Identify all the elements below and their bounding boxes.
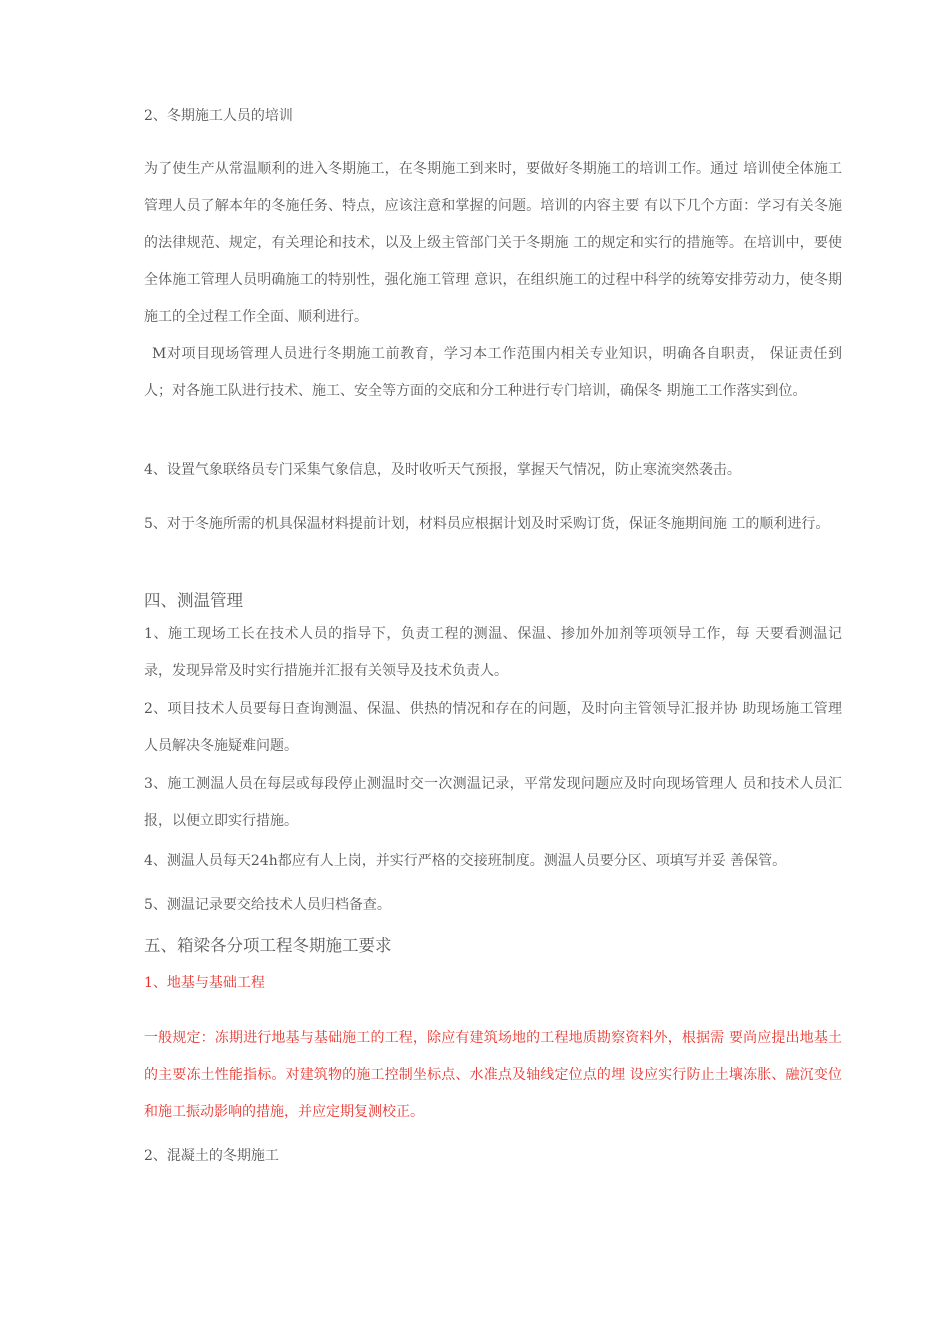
section-2-title: 2、冬期施工人员的培训 — [144, 108, 293, 124]
section-2-item-5: 5、对于冬施所需的机具保温材料提前计划，材料员应根据计划及时采购订货，保证冬施期间施 工的顺利进行。 — [144, 516, 830, 532]
section-4-item-1: 1、施工现场工长在技术人员的指导下，负责工程的测温、保温、掺加外加剂等项领导工作，每 天要看测温记录，发现异常及时实行措施并汇报有关领导及技术负责人。 — [144, 626, 842, 679]
section-4-item-4: 4、测温人员每天24h都应有人上岗，并实行严格的交接班制度。测温人员要分区、项填写并妥 善保管。 — [144, 853, 787, 869]
section-5-sub-1-title: 1、地基与基础工程 — [144, 975, 265, 991]
section-4-item-3: 3、施工测温人员在每层或每段停止测温时交一次测温记录，平常发现问题应及时向现场管理人 员和技术人员汇报，以便立即实行措施。 — [144, 776, 842, 829]
section-2-item-3: M对项目现场管理人员进行冬期施工前教育，学习本工作范围内相关专业知识，明确各自职责， 保证责任到人；对各施工队进行技术、施工、安全等方面的交底和分工种进行专门培训，确保冬 期施工工作落实到位。 — [144, 346, 842, 399]
section-5-sub-2-title: 2、混凝土的冬期施工 — [144, 1148, 279, 1164]
section-4-heading: 四、测温管理 — [144, 591, 243, 610]
section-5-general-paragraph: 一般规定：冻期进行地基与基础施工的工程，除应有建筑场地的工程地质勘察资料外，根据需 要尚应提出地基土的主要冻土性能指标。对建筑物的施工控制坐标点、水准点及轴线定位点的埋 设应实行防止土壤冻胀、融沉变位和施工振动影响的措施，并应定期复测校正。 — [144, 1030, 842, 1120]
section-2-item-4: 4、设置气象联络员专门采集气象信息，及时收听天气预报，掌握天气情况，防止寒流突然袭击。 — [144, 462, 741, 478]
section-4-item-5: 5、测温记录要交给技术人员归档备查。 — [144, 897, 391, 913]
section-4-item-2: 2、项目技术人员要每日查询测温、保温、供热的情况和存在的问题，及时向主管领导汇报并协 助现场施工管理人员解决冬施疑难问题。 — [144, 701, 842, 754]
section-2-intro-paragraph: 为了使生产从常温顺利的进入冬期施工，在冬期施工到来时，要做好冬期施工的培训工作。通过 培训使全体施工管理人员了解本年的冬施任务、特点，应该注意和掌握的问题。培训的内容主要 有以下几个方面：学习有关冬施的法律规范、规定，有关理论和技术，以及上级主管部门关于冬期施 工的规定和实行的措施等。在培训中，要使全体施工管理人员明确施工的特别性，强化施工管理 意识，在组织施工的过程中科学的统筹安排劳动力，使冬期施工的全过程工作全面、顺利进行。 — [144, 161, 842, 325]
section-5-heading: 五、箱梁各分项工程冬期施工要求 — [144, 936, 392, 955]
